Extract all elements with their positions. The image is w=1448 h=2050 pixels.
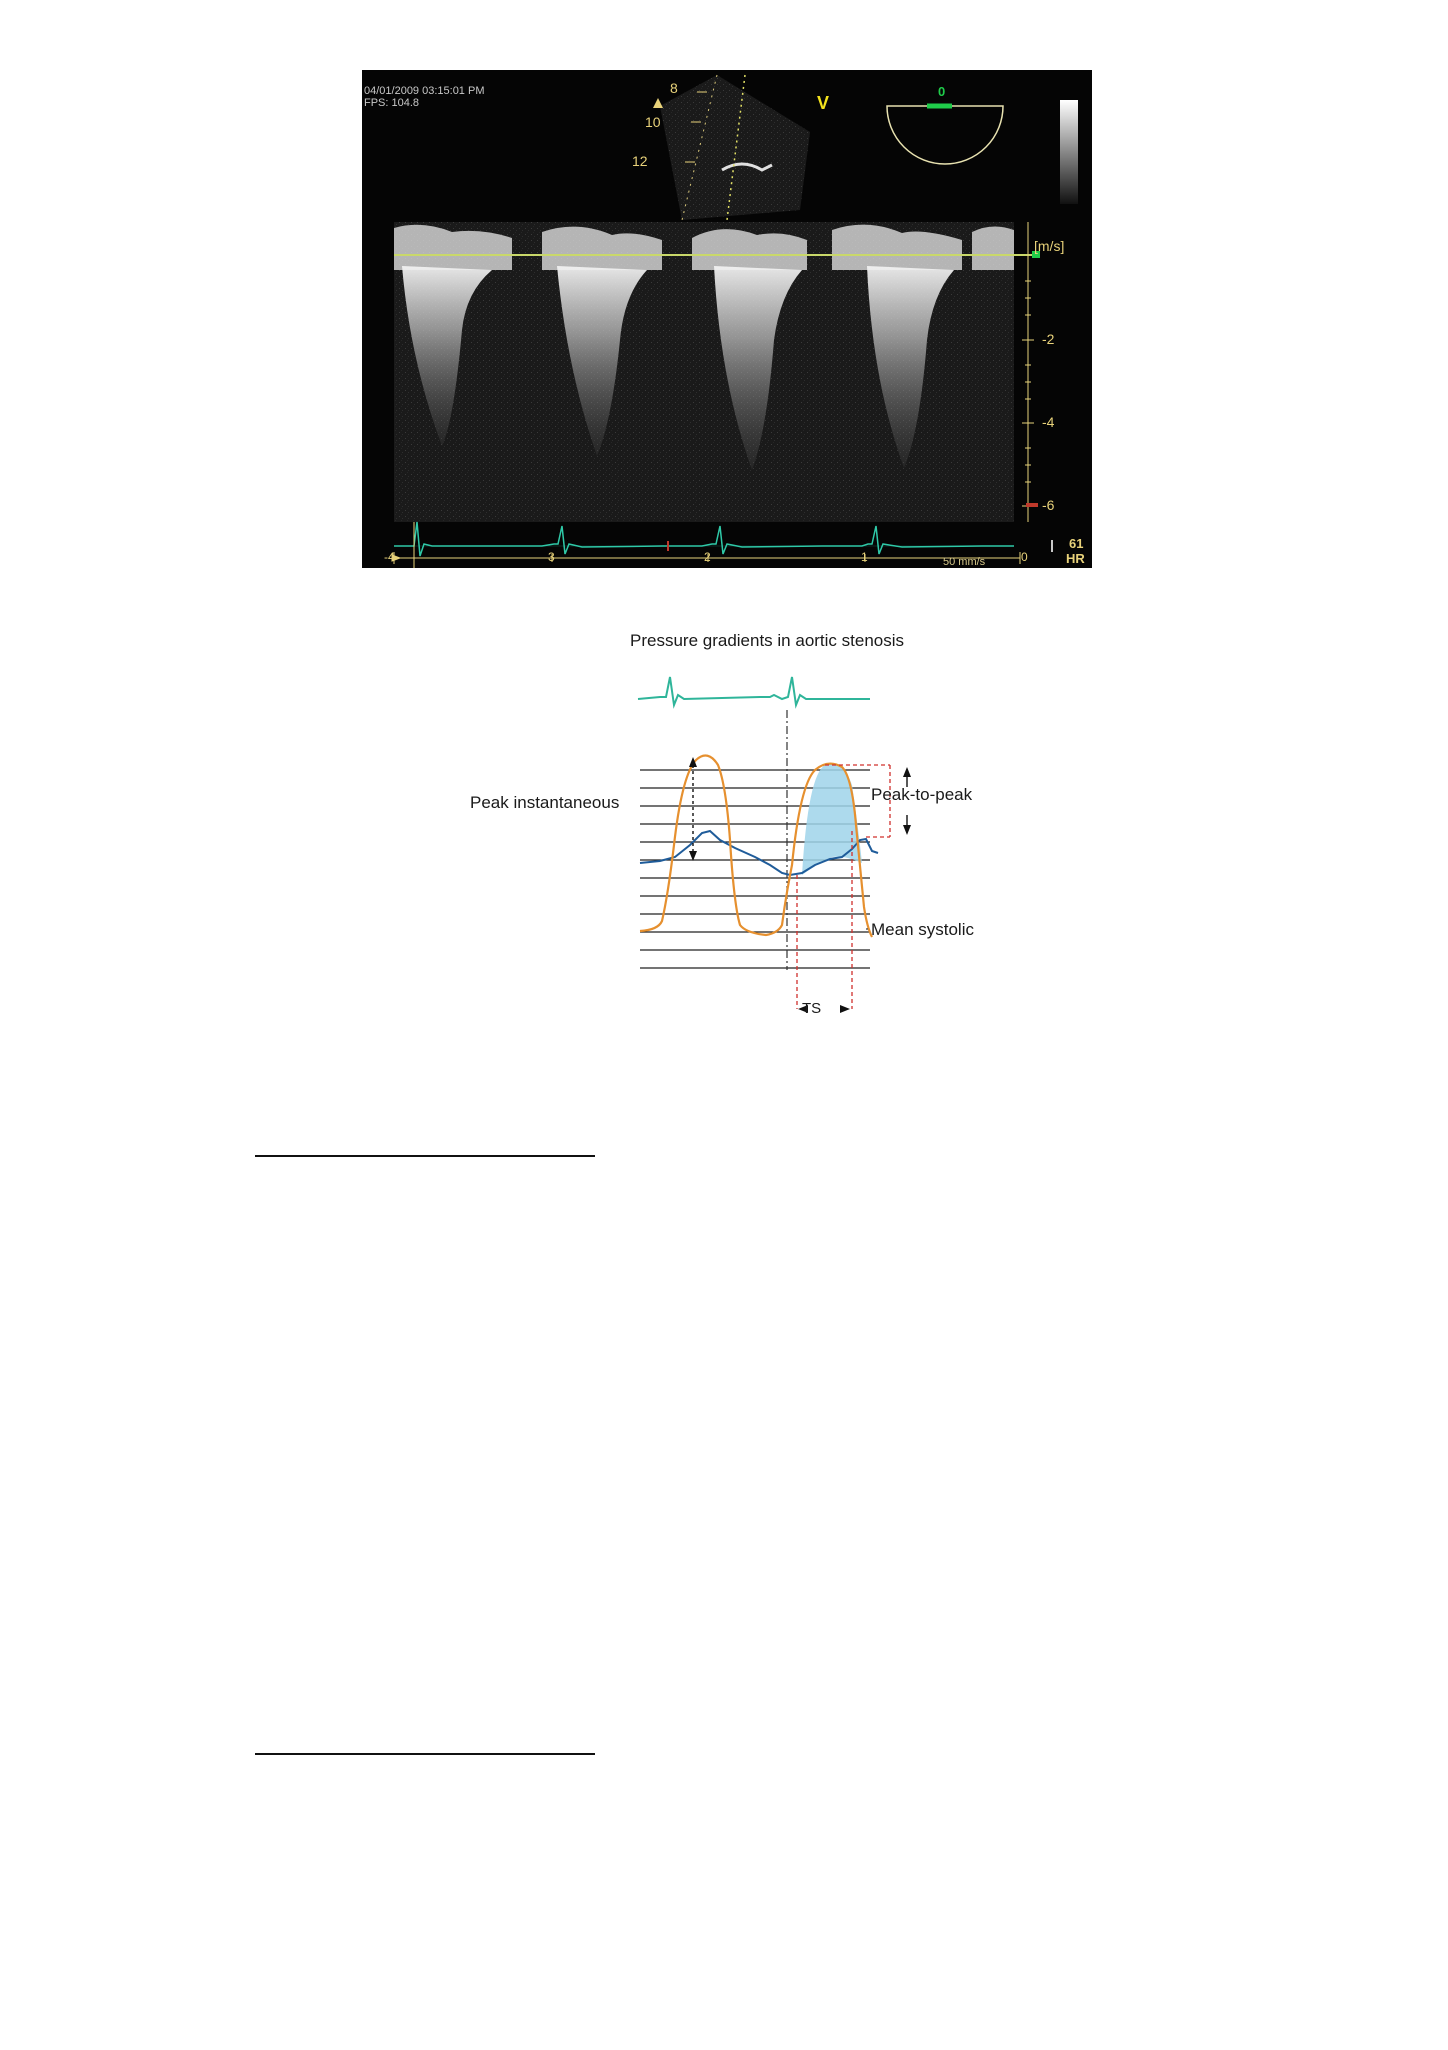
- peak-instantaneous-label: Peak instantaneous: [470, 793, 620, 812]
- schematic-ecg-trace: [638, 677, 870, 705]
- separator-line-1: [255, 1155, 595, 1157]
- velocity-tick-minus-4: -4: [1042, 414, 1055, 430]
- ts-label: TS: [802, 1000, 822, 1017]
- velocity-tick-minus-2: -2: [1042, 331, 1055, 347]
- grayscale-bar: [1060, 100, 1078, 204]
- time-tick-minus-2: -2: [700, 550, 711, 564]
- depth-marker-12: 12: [632, 153, 648, 169]
- angle-indicator: [887, 106, 1003, 164]
- time-tick-minus-3: -3: [544, 550, 555, 564]
- time-tick-minus-4: -4: [384, 550, 395, 564]
- heart-rate-label: HR: [1066, 551, 1085, 566]
- depth-marker-10: 10: [645, 114, 661, 130]
- sweep-speed: 50 mm/s: [943, 556, 986, 568]
- velocity-tick-minus-6: -6: [1042, 497, 1055, 513]
- schematic-drawing: [470, 625, 1010, 1025]
- depth-marker-8: 8: [670, 80, 678, 96]
- echo-frame-rate: FPS: 104.8: [364, 97, 420, 109]
- doppler-spectrum-drawing: [362, 70, 1092, 568]
- velocity-unit-label: [m/s]: [1034, 238, 1065, 254]
- separator-line-2: [255, 1753, 595, 1755]
- heart-rate-value: 61: [1069, 536, 1084, 551]
- pressure-gradient-schematic: [470, 625, 1010, 1025]
- time-tick-minus-1: -1: [857, 550, 868, 564]
- sector-image: [653, 75, 810, 220]
- time-tick-0: 0: [1021, 550, 1028, 564]
- schematic-title: Pressure gradients in aortic stenosis: [630, 631, 905, 650]
- velocity-scale: [1022, 222, 1034, 522]
- doppler-echo-image: [362, 70, 1092, 568]
- echo-timestamp: 04/01/2009 03:15:01 PM: [364, 85, 485, 97]
- angle-value: 0: [938, 84, 946, 99]
- view-indicator: V: [817, 93, 830, 113]
- mean-systolic-label: Mean systolic: [871, 920, 974, 939]
- peak-to-peak-label: Peak-to-peak: [871, 785, 973, 804]
